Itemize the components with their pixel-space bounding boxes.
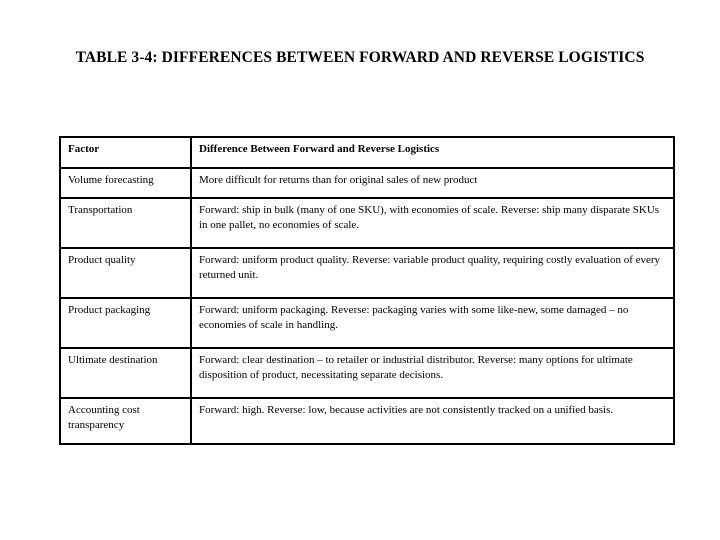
logistics-comparison-table [59,136,675,445]
row-factor-cell: Accounting cost transparency [60,398,191,444]
table-row [60,168,674,198]
table-header-row [60,137,674,168]
row-difference-cell: Forward: clear destination – to retailer or industrial distributor. Reverse: many options for ultimate disposition of product, necessitating separate decisions. [191,348,674,398]
row-difference-cell: More difficult for returns than for original sales of new product [191,168,674,198]
row-factor-cell: Ultimate destination [60,348,191,398]
row-difference-cell: Forward: ship in bulk (many of one SKU), with economies of scale. Reverse: ship many disparate SKUs in one pallet, no economies of scale. [191,198,674,248]
row-difference-cell: Forward: high. Reverse: low, because activities are not consistently tracked on a unified basis. [191,398,674,444]
row-factor-cell: Product quality [60,248,191,298]
table-row [60,298,674,348]
header-difference: Difference Between Forward and Reverse Logistics [191,137,674,168]
table-row [60,198,674,248]
row-factor-cell: Volume forecasting [60,168,191,198]
row-difference-cell: Forward: uniform packaging. Reverse: packaging varies with some like-new, some damaged – no economies of scale in handling. [191,298,674,348]
row-difference-cell: Forward: uniform product quality. Reverse: variable product quality, requiring costly evaluation of every returned unit. [191,248,674,298]
row-factor-cell: Transportation [60,198,191,248]
page-title: TABLE 3-4: DIFFERENCES BETWEEN FORWARD AND REVERSE LOGISTICS [75,49,645,66]
row-factor-cell: Product packaging [60,298,191,348]
table-row [60,248,674,298]
header-factor: Factor [60,137,191,168]
table-row [60,348,674,398]
table-row [60,398,674,444]
